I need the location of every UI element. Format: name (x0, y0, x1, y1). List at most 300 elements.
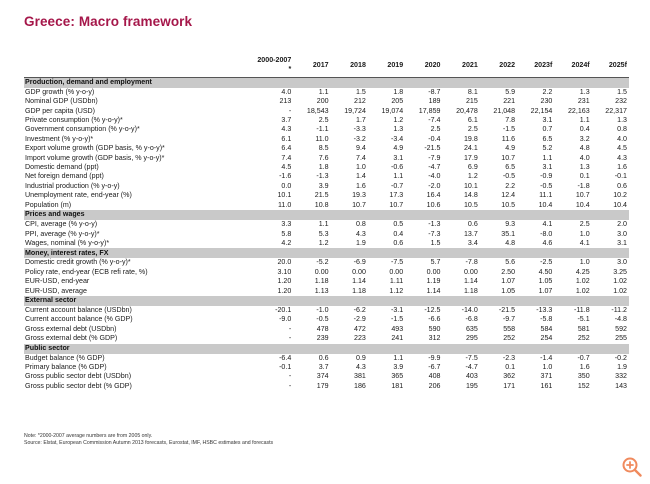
value-cell: -3.2 (353, 134, 366, 143)
column-header: 2022 (480, 55, 517, 77)
value-cell: 1.19 (426, 277, 441, 286)
value-cell: 3.9 (318, 181, 329, 190)
value-cell: 2.5 (430, 125, 441, 134)
value-cell: 1.6 (579, 362, 590, 371)
value-cell: -21.5 (498, 305, 516, 314)
table-row (24, 88, 629, 97)
value-cell: -1.3 (428, 220, 441, 229)
value-cell: 1.0 (356, 163, 366, 172)
table-row (24, 287, 629, 296)
value-cell: 493 (391, 324, 404, 333)
value-cell: 241 (391, 334, 404, 343)
table-row (24, 182, 629, 191)
value-cell: 10.7 (501, 153, 516, 162)
value-cell: 1.20 (277, 286, 292, 295)
row-label: Private consumption (% y-o-y)* (25, 116, 123, 125)
table-row (24, 258, 629, 267)
value-cell: 3.1 (542, 163, 553, 172)
value-cell: 239 (316, 334, 329, 343)
value-cell: 1.14 (463, 277, 478, 286)
value-cell: 1.07 (538, 286, 553, 295)
value-cell: 4.0 (281, 87, 292, 96)
value-cell: 1.1 (542, 153, 553, 162)
value-cell: 1.1 (579, 116, 590, 125)
section-header-row (24, 77, 629, 88)
value-cell: 1.2 (393, 116, 404, 125)
value-cell: 8.1 (467, 87, 478, 96)
value-cell: 0.1 (505, 362, 516, 371)
value-cell: 35.1 (501, 229, 516, 238)
section-title: Public sector (24, 344, 629, 354)
value-cell: 0.00 (314, 267, 329, 276)
table-row (24, 363, 629, 372)
value-cell: 0.0 (281, 181, 292, 190)
value-cell: -6.8 (465, 315, 478, 324)
value-cell: 7.8 (505, 116, 516, 125)
value-cell: 213 (279, 97, 292, 106)
value-cell: 4.3 (356, 362, 366, 371)
value-cell: 1.0 (579, 258, 590, 267)
table-row (24, 154, 629, 163)
value-cell: 1.7 (356, 116, 366, 125)
value-cell: 312 (428, 334, 441, 343)
value-cell: -0.7 (390, 181, 404, 190)
value-cell: 4.3 (356, 229, 366, 238)
zoom-in-icon[interactable] (620, 455, 644, 479)
value-cell: 17.3 (389, 191, 404, 200)
value-cell: 2.50 (501, 267, 516, 276)
value-cell: 3.25 (613, 267, 627, 276)
value-cell: 5.2 (542, 144, 553, 153)
value-cell: -0.9 (540, 172, 553, 181)
value-cell: 1.3 (393, 125, 404, 134)
value-cell: 1.14 (426, 286, 441, 295)
value-cell: -0.1 (279, 362, 292, 371)
value-cell: -4.0 (428, 172, 441, 181)
table-row (24, 163, 629, 172)
value-cell: 7.6 (318, 153, 329, 162)
value-cell: 558 (503, 324, 516, 333)
value-cell: 0.6 (318, 353, 329, 362)
row-label: GDP per capita (USD) (25, 106, 96, 115)
value-cell: -2.9 (353, 315, 366, 324)
value-cell: 1.18 (314, 277, 329, 286)
column-header: 2017 (293, 55, 330, 77)
value-cell: -7.9 (428, 153, 441, 162)
column-header: 2019 (368, 55, 405, 77)
table-row (24, 382, 629, 391)
value-cell: 0.4 (579, 125, 590, 134)
value-cell: 0.6 (393, 238, 404, 247)
value-cell: -14.0 (461, 305, 478, 314)
value-cell: -4.7 (428, 163, 441, 172)
value-cell: -0.5 (316, 315, 329, 324)
value-cell: 200 (316, 97, 329, 106)
value-cell: -21.5 (424, 144, 441, 153)
value-cell: -0.5 (540, 181, 553, 190)
value-cell: 1.5 (617, 87, 627, 96)
value-cell: 1.05 (538, 277, 553, 286)
value-cell: 5.9 (505, 87, 516, 96)
section-title: Money, interest rates, FX (24, 248, 629, 258)
value-cell: -1.8 (577, 181, 590, 190)
table-row (24, 277, 629, 286)
row-label: Unemployment rate, end-year (%) (25, 191, 132, 200)
row-label: GDP growth (% y-o-y) (25, 87, 95, 96)
table-row (24, 220, 629, 229)
value-cell: 10.8 (314, 200, 329, 209)
row-label: Domestic credit growth (% y-o-y)* (25, 258, 131, 267)
value-cell: 1.14 (352, 277, 366, 286)
value-cell: -1.4 (540, 353, 553, 362)
section-title: Production, demand and employment (24, 77, 629, 88)
value-cell: 17,859 (418, 106, 441, 115)
value-cell: -3.3 (353, 125, 366, 134)
value-cell: -8.0 (540, 229, 553, 238)
section-header-row (24, 210, 629, 220)
value-cell: 1.4 (356, 172, 366, 181)
value-cell: 0.5 (393, 220, 404, 229)
row-label: Gross public sector debt (USDbn) (25, 372, 132, 381)
value-cell: -7.8 (465, 258, 478, 267)
value-cell: 1.02 (613, 277, 627, 286)
value-cell: 4.8 (505, 238, 516, 247)
value-cell: 1.11 (389, 277, 404, 286)
value-cell: 21.5 (314, 191, 329, 200)
value-cell: 0.6 (617, 181, 627, 190)
value-cell: -2.5 (540, 258, 553, 267)
value-cell: 4.50 (538, 267, 553, 276)
value-cell: 3.3 (281, 220, 292, 229)
value-cell: 1.2 (467, 172, 478, 181)
value-cell: 5.8 (281, 229, 292, 238)
value-cell: -20.1 (275, 305, 292, 314)
value-cell: 1.5 (356, 87, 366, 96)
column-header: 2018 (331, 55, 368, 77)
value-cell: -2.0 (428, 181, 441, 190)
value-cell: 10.4 (613, 200, 627, 209)
value-cell: -0.5 (502, 172, 516, 181)
value-cell: -9.9 (428, 353, 441, 362)
value-cell: 171 (503, 381, 516, 390)
row-label: EUR-USD, average (25, 286, 87, 295)
table-row (24, 372, 629, 381)
value-cell: 6.1 (467, 116, 478, 125)
value-cell: 408 (428, 372, 441, 381)
value-cell: 24.1 (463, 144, 478, 153)
value-cell: 635 (465, 324, 478, 333)
value-cell: 1.2 (318, 238, 329, 247)
value-cell: -4.7 (465, 362, 478, 371)
value-cell: 1.9 (617, 362, 627, 371)
value-cell: -1.6 (279, 172, 292, 181)
value-cell: 195 (465, 381, 478, 390)
row-label: Current account balance (% GDP) (25, 315, 133, 324)
value-cell: 581 (577, 324, 590, 333)
value-cell: -0.6 (390, 163, 404, 172)
footnote-note: Note: *2000-2007 average numbers are from 2005 only. (24, 433, 153, 439)
value-cell: -4.8 (614, 315, 627, 324)
section-header-row (24, 344, 629, 354)
value-cell: 1.18 (463, 286, 478, 295)
row-label: Export volume growth (GDP basis, % y-o-y)* (25, 144, 165, 153)
value-cell: 4.3 (617, 153, 627, 162)
value-cell: 19.8 (463, 134, 478, 143)
value-cell: 371 (540, 372, 553, 381)
table-row (24, 354, 629, 363)
value-cell: -9.0 (279, 315, 292, 324)
value-cell: 10.7 (575, 191, 590, 200)
value-cell: 7.4 (281, 153, 292, 162)
value-cell: 4.5 (617, 144, 627, 153)
column-header: 2021 (442, 55, 479, 77)
value-cell: -11.8 (574, 305, 590, 314)
section-title: Prices and wages (24, 210, 629, 220)
column-header: 2000-2007 * (256, 55, 293, 77)
value-cell: 10.5 (463, 200, 478, 209)
value-cell: 1.13 (314, 286, 329, 295)
value-cell: 1.0 (579, 229, 590, 238)
value-cell: 1.1 (318, 87, 329, 96)
value-cell: 381 (354, 372, 366, 381)
value-cell: 4.1 (579, 238, 590, 247)
value-cell: 11.0 (278, 200, 292, 209)
column-header: 2020 (405, 55, 442, 77)
value-cell: 4.5 (281, 163, 292, 172)
row-label: Budget balance (% GDP) (25, 353, 105, 362)
value-cell: 9.3 (505, 220, 516, 229)
row-label: Government consumption (% y-o-y)* (25, 125, 140, 134)
table-row (24, 107, 629, 116)
value-cell: 10.7 (352, 200, 366, 209)
value-cell: 4.3 (281, 125, 292, 134)
table-row (24, 172, 629, 181)
table-row (24, 306, 629, 315)
value-cell: -1.5 (390, 315, 404, 324)
value-cell: 22,317 (605, 106, 627, 115)
value-cell: -1.1 (316, 125, 329, 134)
table-row (24, 191, 629, 200)
value-cell: 0.00 (352, 267, 366, 276)
value-cell: 8.5 (318, 144, 329, 153)
value-cell: - (288, 372, 292, 381)
value-cell: 4.6 (542, 238, 553, 247)
value-cell: -8.7 (428, 87, 441, 96)
value-cell: -3.1 (390, 305, 404, 314)
value-cell: 584 (540, 324, 553, 333)
value-cell: 20,478 (456, 106, 478, 115)
row-label: Nominal GDP (USDbn) (25, 97, 98, 106)
value-cell: 478 (316, 324, 329, 333)
table-row (24, 135, 629, 144)
value-cell: 18,543 (306, 106, 329, 115)
page-title: Greece: Macro framework (24, 14, 193, 29)
value-cell: 11.1 (539, 191, 553, 200)
value-cell: 1.02 (575, 277, 590, 286)
row-label: Gross external debt (% GDP) (25, 334, 118, 343)
value-cell: -6.7 (428, 362, 441, 371)
row-label: EUR-USD, end-year (25, 277, 90, 286)
value-cell: 3.1 (542, 116, 553, 125)
value-cell: 1.8 (393, 87, 404, 96)
value-cell: 10.5 (501, 200, 516, 209)
row-label: Import volume growth (GDP basis, % y-o-y)* (25, 153, 165, 162)
value-cell: -5.2 (316, 258, 329, 267)
value-cell: 1.02 (613, 286, 627, 295)
value-cell: 350 (577, 372, 590, 381)
value-cell: 0.8 (617, 125, 627, 134)
row-label: Policy rate, end-year (ECB refi rate, %) (25, 267, 148, 276)
value-cell: 22,154 (530, 106, 553, 115)
row-label: Investment (% y-o-y)* (25, 134, 94, 143)
value-cell: 1.1 (393, 172, 404, 181)
column-header: 2025f (592, 55, 629, 77)
value-cell: 0.8 (356, 220, 366, 229)
table-row (24, 315, 629, 324)
value-cell: 1.07 (501, 277, 516, 286)
value-cell: 212 (354, 97, 366, 106)
value-cell: 5.6 (505, 258, 516, 267)
value-cell: -7.5 (390, 258, 404, 267)
table-row (24, 239, 629, 248)
row-label: Domestic demand (ppt) (25, 163, 99, 172)
row-label: Industrial production (% y-o-y) (25, 181, 120, 190)
table-row (24, 230, 629, 239)
table-row (24, 144, 629, 153)
table-row (24, 334, 629, 343)
value-cell: 592 (615, 324, 627, 333)
section-header-row (24, 296, 629, 306)
table-row (24, 97, 629, 106)
value-cell: 3.4 (467, 238, 478, 247)
value-cell: 4.8 (579, 144, 590, 153)
value-cell: 20.0 (277, 258, 292, 267)
value-cell: 295 (465, 334, 478, 343)
value-cell: 10.1 (277, 191, 292, 200)
value-cell: 215 (465, 97, 478, 106)
value-cell: 186 (354, 381, 366, 390)
table-row (24, 116, 629, 125)
footnote-source: Source: Elstat, European Commission Autumn 2013 forecasts, Eurostat, IMF, HSBC estimates and forecasts (24, 440, 274, 447)
value-cell: 231 (577, 97, 590, 106)
value-cell: 7.4 (356, 153, 366, 162)
value-cell: 0.00 (426, 267, 441, 276)
value-cell: 161 (540, 381, 553, 390)
value-cell: -0.2 (614, 353, 627, 362)
value-cell: 19.3 (352, 191, 366, 200)
table-header-row (24, 55, 629, 77)
value-cell: 2.0 (617, 220, 627, 229)
value-cell: 2.2 (542, 87, 553, 96)
value-cell: 1.20 (277, 277, 292, 286)
row-label: Current account balance (USDbn) (25, 305, 132, 314)
value-cell: - (288, 106, 292, 115)
value-cell: -0.1 (614, 172, 627, 181)
value-cell: 3.7 (281, 116, 292, 125)
table-row (24, 125, 629, 134)
value-cell: -3.4 (390, 134, 404, 143)
value-cell: 10.4 (575, 200, 590, 209)
value-cell: 181 (391, 381, 404, 390)
value-cell: 10.1 (463, 181, 478, 190)
value-cell: - (288, 334, 292, 343)
value-cell: 4.9 (393, 144, 404, 153)
value-cell: 152 (577, 381, 590, 390)
value-cell: 374 (316, 372, 329, 381)
value-cell: 4.25 (575, 267, 590, 276)
value-cell: 189 (428, 97, 441, 106)
table-row (24, 268, 629, 277)
value-cell: 1.3 (579, 87, 590, 96)
value-cell: - (288, 324, 292, 333)
value-cell: 1.3 (617, 116, 627, 125)
table-row (24, 325, 629, 334)
value-cell: 10.7 (389, 200, 404, 209)
value-cell: 1.02 (575, 286, 590, 295)
value-cell: 230 (540, 97, 553, 106)
value-cell: 1.0 (542, 362, 553, 371)
value-cell: 1.12 (389, 286, 404, 295)
value-cell: 3.0 (617, 258, 627, 267)
value-cell: 3.1 (617, 238, 627, 247)
value-cell: 143 (615, 381, 627, 390)
row-label: Gross external debt (USDbn) (25, 324, 117, 333)
value-cell: -7.5 (465, 353, 478, 362)
value-cell: -1.5 (502, 125, 516, 134)
value-cell: 3.7 (318, 362, 329, 371)
value-cell: 205 (391, 97, 404, 106)
value-cell: 254 (540, 334, 553, 343)
value-cell: 2.5 (579, 220, 590, 229)
value-cell: 11.0 (315, 134, 329, 143)
value-cell: 1.05 (501, 286, 516, 295)
header-label-cell (24, 55, 256, 77)
value-cell: -11.2 (611, 305, 627, 314)
value-cell: 206 (428, 381, 441, 390)
value-cell: 1.1 (393, 353, 404, 362)
value-cell: 472 (354, 324, 366, 333)
table-row (24, 201, 629, 210)
value-cell: 1.8 (318, 163, 329, 172)
value-cell: 6.9 (467, 163, 478, 172)
value-cell: 10.4 (538, 200, 553, 209)
value-cell: 0.4 (393, 229, 404, 238)
row-label: PPI, average (% y-o-y)* (25, 229, 100, 238)
value-cell: -5.8 (540, 315, 553, 324)
value-cell: 6.4 (281, 144, 292, 153)
value-cell: 0.00 (463, 267, 478, 276)
value-cell: 221 (503, 97, 516, 106)
value-cell: 0.7 (542, 125, 553, 134)
row-label: Wages, nominal (% y-o-y)* (25, 238, 110, 247)
value-cell: -6.2 (353, 305, 366, 314)
value-cell: 4.2 (281, 238, 292, 247)
value-cell: 9.4 (356, 144, 366, 153)
value-cell: 10.2 (613, 191, 627, 200)
value-cell: 2.5 (467, 125, 478, 134)
value-cell: -9.7 (502, 315, 516, 324)
value-cell: 1.3 (579, 163, 590, 172)
value-cell: 6.5 (542, 134, 553, 143)
value-cell: 5.3 (318, 229, 329, 238)
value-cell: 6.5 (505, 163, 516, 172)
value-cell: 3.10 (277, 267, 292, 276)
value-cell: 13.7 (463, 229, 478, 238)
value-cell: 2.5 (318, 116, 329, 125)
value-cell: 179 (316, 381, 329, 390)
value-cell: 3.9 (393, 362, 404, 371)
value-cell: 12.4 (501, 191, 516, 200)
